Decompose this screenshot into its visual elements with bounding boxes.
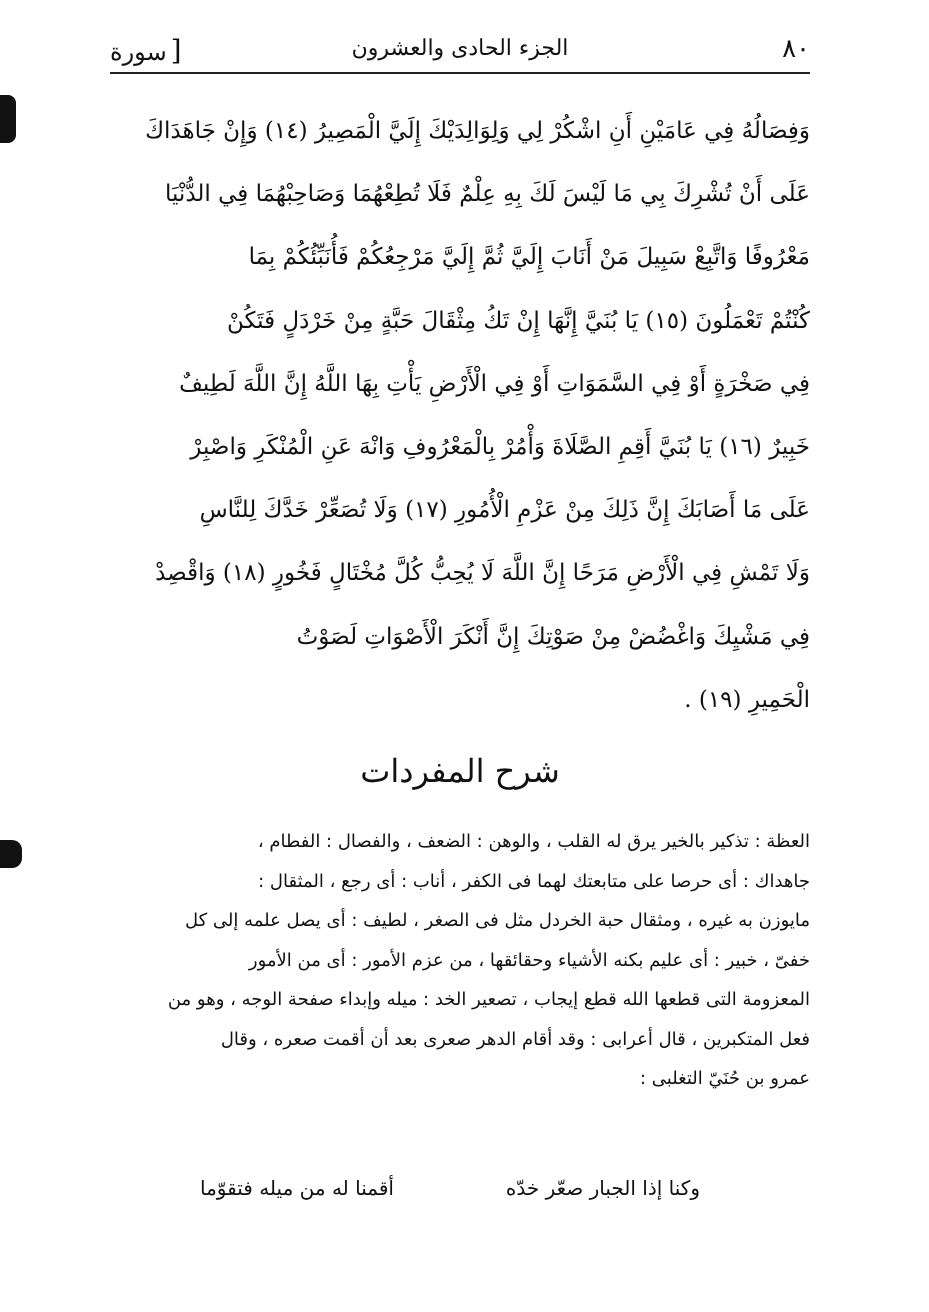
bracket-glyph: [ xyxy=(170,34,182,67)
verse-line: كُنْتُمْ تَعْمَلُونَ (١٥) يَا بُنَيَّ إِنَّهَا إِنْ تَكُ مِثْقَالَ حَبَّةٍ مِنْ خَرْدَلٍ فَتَكُنْ xyxy=(226,307,810,334)
glossary-line: المعزومة التى قطعها الله قطع إيجاب ، تصعير الخد : ميله وإبداء صفحة الوجه ، وهو من xyxy=(167,989,810,1010)
poetry-verse xyxy=(200,1176,700,1216)
verse-line: خَبِيرٌ (١٦) يَا بُنَيَّ أَقِمِ الصَّلَاةَ وَأْمُرْ بِالْمَعْرُوفِ وَانْهَ عَنِ الْمُنْكَرِ وَاصْبِرْ xyxy=(190,433,810,460)
verse-line: عَلَى مَا أَصَابَكَ إِنَّ ذَلِكَ مِنْ عَزْمِ الْأُمُورِ (١٧) وَلَا تُصَعِّرْ خَدَّكَ لِلنَّاسِ xyxy=(199,497,810,524)
verse-line: وَلَا تَمْشِ فِي الْأَرْضِ مَرَحًا إِنَّ اللَّهَ لَا يُحِبُّ كُلَّ مُخْتَالٍ فَخُورٍ (١٨) وَاقْصِدْ xyxy=(155,560,810,587)
page-number: ٨٠ xyxy=(782,34,810,64)
verse-line: فِي مَشْيِكَ وَاغْضُضْ مِنْ صَوْتِكَ إِنَّ أَنْكَرَ الْأَصْوَاتِ لَصَوْتُ xyxy=(296,623,810,650)
section-title: شرح المفردات xyxy=(360,752,560,790)
surah-label-text: سورة xyxy=(110,38,167,66)
glossary xyxy=(110,822,810,1099)
surah-label xyxy=(110,34,182,67)
scan-edge-mark-top xyxy=(0,95,16,143)
verse-line: وَفِصَالُهُ فِي عَامَيْنِ أَنِ اشْكُرْ لِي وَلِوَالِدَيْكَ إِلَيَّ الْمَصِيرُ (١٤) وَإِنْ جَاهَدَاكَ xyxy=(145,118,810,144)
verse-line: الْحَمِيرِ (١٩) . xyxy=(684,686,810,713)
glossary-line: مايوزن به غيره ، ومثقال حبة الخردل مثل فى الصغر ، لطيف : أى يصل علمه إلى كل xyxy=(184,910,810,931)
hemistich-second: أقمنا له من ميله فتقوّما xyxy=(200,1176,394,1200)
verse-line: عَلَى أَنْ تُشْرِكَ بِي مَا لَيْسَ لَكَ بِهِ عِلْمٌ فَلَا تُطِعْهُمَا وَصَاحِبْهُمَا فِي الدُّنْيَا xyxy=(164,181,810,208)
verse-line: فِي صَخْرَةٍ أَوْ فِي السَّمَوَاتِ أَوْ فِي الْأَرْضِ يَأْتِ بِهَا اللَّهُ إِنَّ اللَّهَ لَطِيفٌ xyxy=(179,370,810,397)
quran-verses xyxy=(110,100,810,732)
glossary-line: فعل المتكبرين ، قال أعرابى : وقد أقام الدهر صعرى بعد أن أقمت صعره ، وقال xyxy=(220,1028,810,1050)
scan-edge-mark-bottom xyxy=(0,840,22,868)
glossary-line: جاهداك : أى حرصا على متابعتك لهما فى الكفر ، أناب : أى رجع ، المثقال : xyxy=(258,870,810,892)
glossary-line: العظة : تذكير بالخير يرق له القلب ، والوهن : الضعف ، والفصال : الفطام ، xyxy=(257,831,810,852)
page-header xyxy=(110,32,810,72)
glossary-line: خفىّ ، خبير : أى عليم بكنه الأشياء وحقائقها ، من عزم الأمور : أى من الأمور xyxy=(248,949,810,971)
running-title: الجزء الحادى والعشرون xyxy=(351,36,569,61)
hemistich-first: وكنا إذا الجبار صعّر خدّه xyxy=(505,1176,700,1200)
verse-line: مَعْرُوفًا وَاتَّبِعْ سَبِيلَ مَنْ أَنَابَ إِلَيَّ ثُمَّ إِلَيَّ مَرْجِعُكُمْ فَأُنَبِّئُكُمْ بِمَا xyxy=(248,244,810,271)
glossary-line: عمرو بن حُنَيّ التغلبى : xyxy=(640,1068,810,1089)
header-rule xyxy=(110,72,810,74)
